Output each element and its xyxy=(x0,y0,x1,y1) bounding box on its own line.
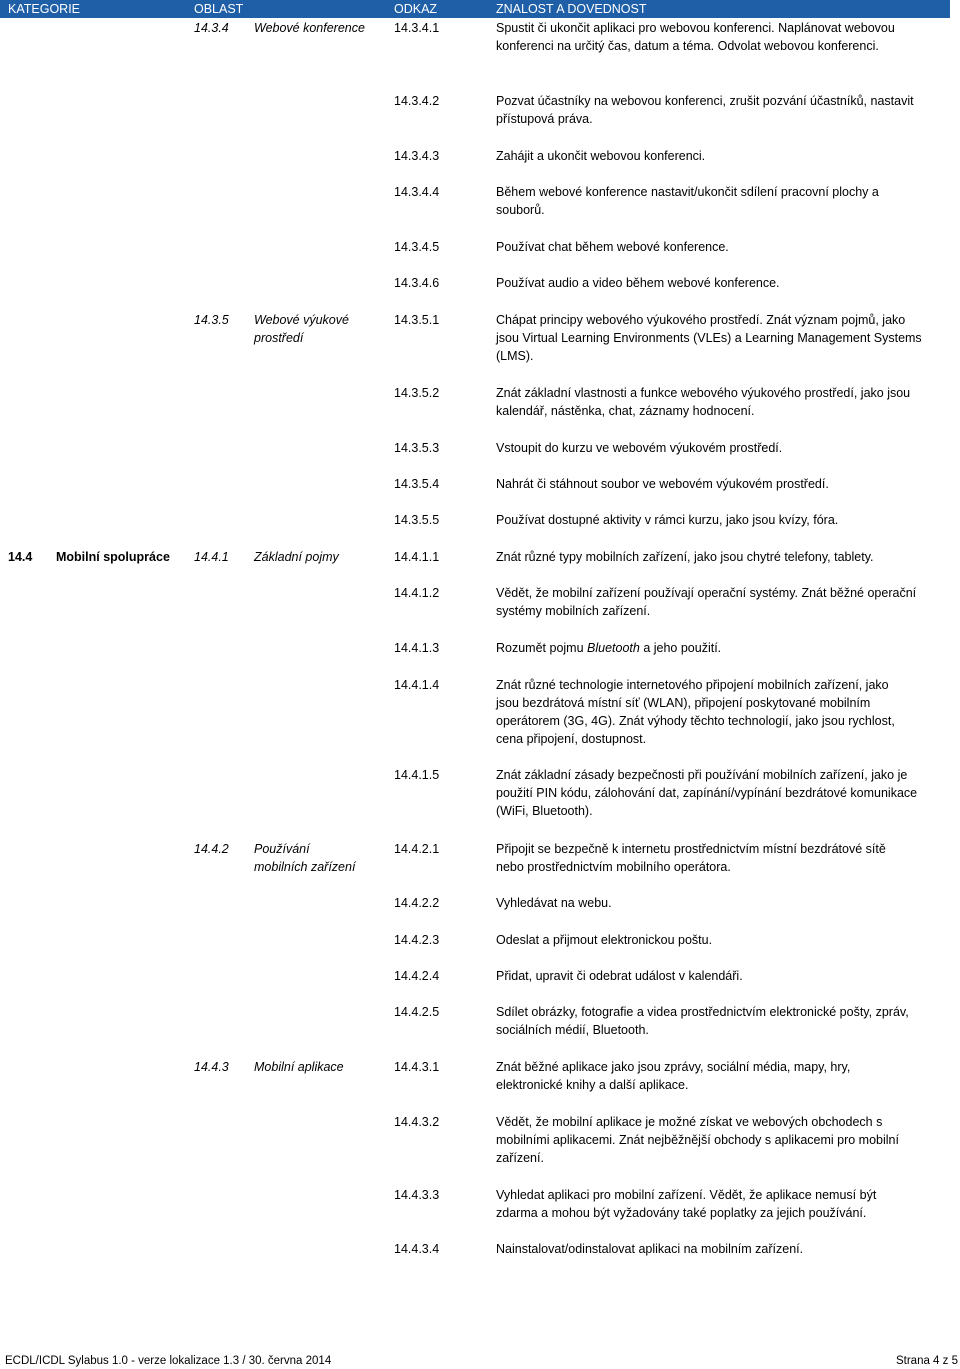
skill-description xyxy=(496,1113,936,1167)
description-text: Rozumět pojmu xyxy=(496,641,588,655)
skill-ref: 14.3.4.5 xyxy=(394,240,440,254)
skill-ref: 14.3.5.3 xyxy=(394,441,440,455)
skill-ref: 14.3.4.4 xyxy=(394,185,440,199)
description-line: (LMS). xyxy=(496,349,534,363)
skill-description xyxy=(496,475,936,493)
skill-ref: 14.4.3.1 xyxy=(394,1060,440,1074)
description-line: souborů. xyxy=(496,203,545,217)
description-line: přístupová práva. xyxy=(496,112,593,126)
skill-ref: 14.3.4.3 xyxy=(394,149,440,163)
description-line: cena připojení, dostupnost. xyxy=(496,732,647,746)
description-line: Během webové konference nastavit/ukončit sdílení pracovní plochy a xyxy=(496,185,879,199)
description-line: použití PIN kódu, zálohování dat, zapínání/vypínání bezdrátové komunikace xyxy=(496,786,918,800)
skill-description xyxy=(496,894,936,912)
skill-ref: 14.4.3.2 xyxy=(394,1115,440,1129)
skill-description xyxy=(496,511,936,529)
skill-ref: 14.4.1.5 xyxy=(394,768,440,782)
area-line: Používání xyxy=(254,842,310,856)
skill-ref: 14.4.1.2 xyxy=(394,586,440,600)
description-line: Znát základní zásady bezpečnosti při používání mobilních zařízení, jako je xyxy=(496,768,908,782)
area-ref: 14.3.5 xyxy=(194,313,229,327)
skill-description xyxy=(496,1186,936,1222)
skill-ref: 14.3.4.6 xyxy=(394,276,440,290)
description-line: mobilními aplikacemi. Znát nejběžnější obchody s aplikacemi pro mobilní xyxy=(496,1133,899,1147)
skill-ref: 14.4.2.5 xyxy=(394,1005,440,1019)
description-line: Používat audio a video během webové konference. xyxy=(496,276,780,290)
description-line: konferenci na určitý čas, datum a téma. Odvolat webovou konferenci. xyxy=(496,39,879,53)
skill-description xyxy=(496,584,936,620)
skill-description xyxy=(496,19,936,55)
area-ref: 14.4.1 xyxy=(194,550,229,564)
description-line: kalendář, nástěnka, chat, záznamy hodnocení. xyxy=(496,404,755,418)
area-ref: 14.4.2 xyxy=(194,842,229,856)
skill-description xyxy=(496,384,936,420)
description-line: Znát různé technologie internetového připojení mobilních zařízení, jako xyxy=(496,678,889,692)
description-line: jsou Virtual Learning Environments (VLEs) a Learning Management Systems xyxy=(496,331,922,345)
description-line: zařízení. xyxy=(496,1151,544,1165)
skill-description xyxy=(496,766,936,820)
description-line: Chápat principy webového výukového prostředí. Znát význam pojmů, jako xyxy=(496,313,906,327)
skill-description xyxy=(496,439,936,457)
skill-ref: 14.3.4.1 xyxy=(394,21,440,35)
skill-description xyxy=(496,1003,936,1039)
footer-version: ECDL/ICDL Sylabus 1.0 - verze lokalizace 1.3 / 30. června 2014 xyxy=(5,1355,332,1367)
description-line: Znát různé typy mobilních zařízení, jako jsou chytré telefony, tablety. xyxy=(496,550,874,564)
area-name: Základní pojmy xyxy=(254,550,339,564)
skill-ref: 14.4.3.4 xyxy=(394,1242,440,1256)
description-line: Pozvat účastníky na webovou konferenci, zrušit pozvání účastníků, nastavit xyxy=(496,94,914,108)
description-line: Znát základní vlastnosti a funkce webového výukového prostředí, jako jsou xyxy=(496,386,911,400)
description-line: Vstoupit do kurzu ve webovém výukovém prostředí. xyxy=(496,441,783,455)
area-name xyxy=(254,311,384,347)
skill-ref: 14.4.2.4 xyxy=(394,969,440,983)
category-name: Mobilní spolupráce xyxy=(56,550,170,564)
area-line: Webové výukové xyxy=(254,313,349,327)
skill-description xyxy=(496,1058,936,1094)
skill-ref: 14.3.4.2 xyxy=(394,94,440,108)
skill-ref: 14.4.2.1 xyxy=(394,842,440,856)
description-line: Nainstalovat/odinstalovat aplikaci na mobilním zařízení. xyxy=(496,1242,804,1256)
skill-ref: 14.4.3.3 xyxy=(394,1188,440,1202)
description-line: elektronické knihy a další aplikace. xyxy=(496,1078,689,1092)
skill-description xyxy=(496,931,936,949)
description-line: Odeslat a přijmout elektronickou poštu. xyxy=(496,933,713,947)
description-line: Vědět, že mobilní aplikace je možné získat ve webových obchodech s xyxy=(496,1115,883,1129)
page-footer xyxy=(0,1353,960,1369)
skill-ref: 14.3.5.1 xyxy=(394,313,440,327)
skill-description xyxy=(496,274,936,292)
description-line: Vědět, že mobilní zařízení používají operační systémy. Znát běžné operační xyxy=(496,586,917,600)
description-line: operátorem (3G, 4G). Znát výhody těchto technologií, jako jsou rychlost, xyxy=(496,714,895,728)
skill-ref: 14.4.2.3 xyxy=(394,933,440,947)
description-line: Vyhledávat na webu. xyxy=(496,896,612,910)
header-znalost: ZNALOST A DOVEDNOST xyxy=(496,2,647,16)
skill-description xyxy=(496,676,936,748)
skill-description xyxy=(496,311,936,365)
description-line: Používat chat během webové konference. xyxy=(496,240,729,254)
category-ref: 14.4 xyxy=(8,550,33,564)
area-name: Mobilní aplikace xyxy=(254,1060,344,1074)
skill-ref: 14.3.5.2 xyxy=(394,386,440,400)
area-name xyxy=(254,840,384,876)
skill-description xyxy=(496,639,936,657)
skill-ref: 14.3.5.5 xyxy=(394,513,440,527)
skill-description xyxy=(496,238,936,256)
description-term: Bluetooth xyxy=(587,641,640,655)
description-line: systémy mobilních zařízení. xyxy=(496,604,651,618)
description-line: Spustit či ukončit aplikaci pro webovou konferenci. Naplánovat webovou xyxy=(496,21,895,35)
description-line: Znát běžné aplikace jako jsou zprávy, sociální média, mapy, hry, xyxy=(496,1060,851,1074)
area-ref: 14.3.4 xyxy=(194,21,229,35)
skill-description xyxy=(496,840,936,876)
description-line: Vyhledat aplikaci pro mobilní zařízení. Vědět, že aplikace nemusí být xyxy=(496,1188,877,1202)
description-line: Přidat, upravit či odebrat událost v kalendáři. xyxy=(496,969,743,983)
description-text: a jeho použití. xyxy=(639,641,722,655)
area-name: Webové konference xyxy=(254,21,365,35)
description-line: jsou bezdrátová místní síť (WLAN), připojení poskytované mobilním xyxy=(496,696,871,710)
skill-ref: 14.3.5.4 xyxy=(394,477,440,491)
skill-description xyxy=(496,967,936,985)
skill-ref: 14.4.1.3 xyxy=(394,641,440,655)
skill-description xyxy=(496,92,936,128)
skill-description xyxy=(496,183,936,219)
skill-description xyxy=(496,147,936,165)
skill-ref: 14.4.1.4 xyxy=(394,678,440,692)
header-odkaz: ODKAZ xyxy=(394,2,438,16)
description-line: Připojit se bezpečně k internetu prostřednictvím místní bezdrátové sítě xyxy=(496,842,886,856)
description-line: zdarma a mohou být vyžadovány také poplatky za jejich používání. xyxy=(496,1206,867,1220)
header-oblast: OBLAST xyxy=(194,2,244,16)
skill-description xyxy=(496,1240,936,1258)
description-line: sociálních médií, Bluetooth. xyxy=(496,1023,649,1037)
description-line: (WiFi, Bluetooth). xyxy=(496,804,593,818)
description-line: Nahrát či stáhnout soubor ve webovém výukovém prostředí. xyxy=(496,477,829,491)
area-line: mobilních zařízení xyxy=(254,860,356,874)
description-line: Používat dostupné aktivity v rámci kurzu, jako jsou kvízy, fóra. xyxy=(496,513,839,527)
footer-page-number: Strana 4 z 5 xyxy=(895,1355,958,1367)
description-line: Zahájit a ukončit webovou konferenci. xyxy=(496,149,706,163)
header-kategorie: KATEGORIE xyxy=(8,2,81,16)
table-header xyxy=(0,0,950,18)
area-line: prostředí xyxy=(254,331,304,345)
skill-ref: 14.4.2.2 xyxy=(394,896,440,910)
skill-description xyxy=(496,548,936,566)
description-line: nebo prostřednictvím mobilního operátora. xyxy=(496,860,731,874)
area-ref: 14.4.3 xyxy=(194,1060,229,1074)
description-line: Sdílet obrázky, fotografie a videa prostřednictvím elektronické pošty, zpráv, xyxy=(496,1005,909,1019)
skill-ref: 14.4.1.1 xyxy=(394,550,440,564)
